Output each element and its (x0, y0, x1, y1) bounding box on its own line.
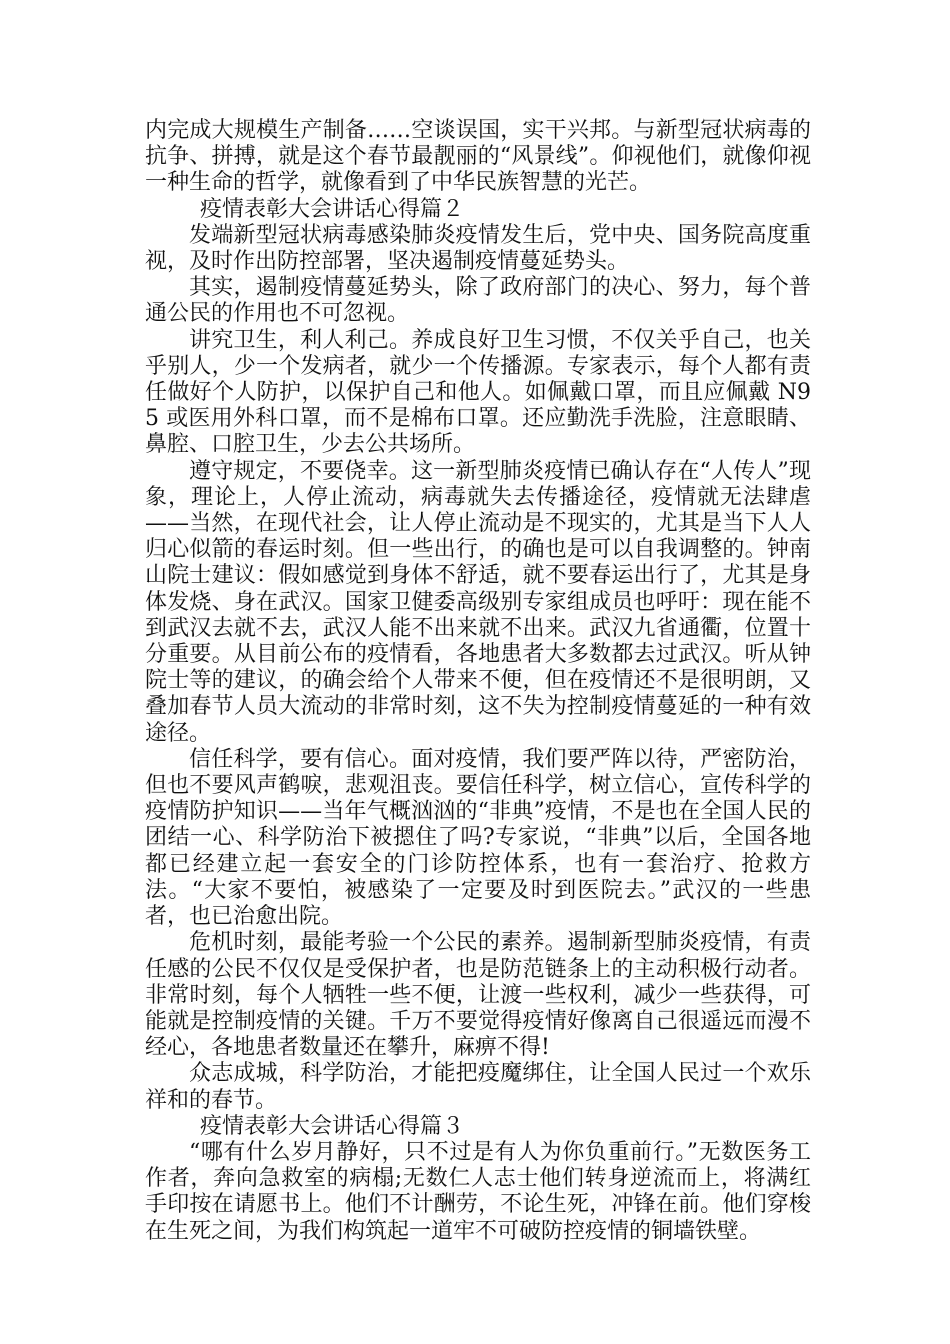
section-heading-2: 疫情表彰大会讲话心得篇２ (200, 196, 465, 222)
paragraph: 信任科学，要有信心。面对疫情，我们要严阵以待，严密防治，但也不要风声鹤唳，悲观沮丧。要信任科学，树立信心，宣传科学的疫情防护知识——当年气概汹汹的“非典”疫情，不是也在全国人民的团结一心、科学防治下被摁住了吗?专家说，“非典”以后，全国各地都已经建立起一套安全的门诊防控体系，也有一套治疗、抢救方法。“大家不要怕，被感染了一定要及时到医院去。”武汉的一些患者，也已治愈出院。 (145, 746, 811, 930)
paragraph: 讲究卫生，利人利己。养成良好卫生习惯，不仅关乎自己，也关乎别人，少一个发病者，就少一个传播源。专家表示，每个人都有责任做好个人防护，以保护自己和他人。如佩戴口罩，而且应佩戴 N95 或医用外科口罩，而不是棉布口罩。还应勤洗手洗脸，注意眼睛、鼻腔、口腔卫生，少去公共场所。 (145, 327, 811, 458)
paragraph: 危机时刻，最能考验一个公民的素养。遏制新型肺炎疫情，有责任感的公民不仅仅是受保护者，也是防范链条上的主动积极行动者。非常时刻，每个人牺牲一些不便，让渡一些权利，减少一些获得，可能就是控制疫情的关键。千万不要觉得疫情好像离自己很遥远而漫不经心，各地患者数量还在攀升，麻痹不得! (145, 930, 811, 1061)
paragraph-continued: 内完成大规模生产制备……空谈误国，实干兴邦。与新型冠状病毒的抗争、拼搏，就是这个春节最靓丽的“风景线”。仰视他们，就像仰视一种生命的哲学，就像看到了中华民族智慧的光芒。 (145, 118, 811, 196)
paragraph: 其实，遏制疫情蔓延势头，除了政府部门的决心、努力，每个普通公民的作用也不可忽视。 (145, 275, 811, 327)
paragraph: 众志成城，科学防治，才能把疫魔绑住，让全国人民过一个欢乐祥和的春节。 (145, 1061, 811, 1113)
paragraph: 遵守规定，不要侥幸。这一新型肺炎疫情已确认存在“人传人”现象，理论上，人停止流动，病毒就失去传播途径，疫情就无法肆虐——当然，在现代社会，让人停止流动是不现实的，尤其是当下人人归心似箭的春运时刻。但一些出行，的确也是可以自我调整的。钟南山院士建议：假如感觉到身体不舒适，就不要春运出行了，尤其是身体发烧、身在武汉。国家卫健委高级别专家组成员也呼吁：现在能不到武汉去就不去，武汉人能不出来就不出来。武汉九省通衢，位置十分重要。从目前公布的疫情看，各地患者大多数都去过武汉。听从钟院士等的建议，的确会给个人带来不便，但在疫情还不是很明朗，又叠加春节人员大流动的非常时刻，这不失为控制疫情蔓延的一种有效途径。 (145, 458, 811, 746)
paragraph: “哪有什么岁月静好，只不过是有人为你负重前行。”无数医务工作者，奔向急救室的病榻;无数仁人志士他们转身逆流而上，将满红手印按在请愿书上。他们不计酬劳，不论生死，冲锋在前。他们穿梭在生死之间，为我们构筑起一道牢不可破防控疫情的铜墙铁壁。 (145, 1139, 811, 1244)
document-body (145, 118, 811, 1245)
section-heading-3: 疫情表彰大会讲话心得篇３ (200, 1113, 465, 1139)
paragraph: 发端新型冠状病毒感染肺炎疫情发生后，党中央、国务院高度重视，及时作出防控部署，坚决遏制疫情蔓延势头。 (145, 222, 811, 275)
